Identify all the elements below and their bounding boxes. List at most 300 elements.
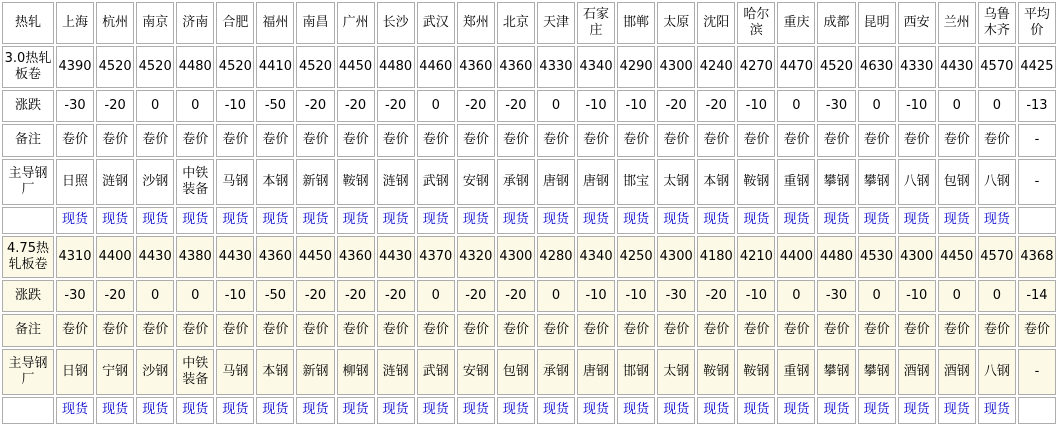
price-cell: 4390 <box>56 46 94 88</box>
mill-cell: 攀钢 <box>858 349 896 395</box>
spot-cell <box>577 397 615 424</box>
mill-cell: 唐钢 <box>577 349 615 395</box>
spot-link[interactable]: 现货 <box>903 402 930 418</box>
spot-cell <box>777 397 815 424</box>
change-cell: 0 <box>176 90 214 122</box>
mill-cell: 涟钢 <box>377 349 415 395</box>
change-cell: -14 <box>1018 280 1056 312</box>
spot-cell <box>96 397 134 424</box>
change-cell: -20 <box>296 280 334 312</box>
spot-link[interactable]: 现货 <box>222 212 249 228</box>
change-cell: -50 <box>256 90 294 122</box>
change-cell: -10 <box>617 90 655 122</box>
change-row <box>2 90 1056 122</box>
price-cell: 4240 <box>697 46 735 88</box>
price-cell: 4520 <box>96 46 134 88</box>
spot-cell <box>256 207 294 234</box>
change-cell: 0 <box>978 280 1016 312</box>
city-header: 南京 <box>136 2 174 44</box>
remark-cell: 卷价 <box>697 124 735 157</box>
mill-cell: 涟钢 <box>377 159 415 205</box>
price-cell: 4300 <box>657 236 695 278</box>
remark-cell: 卷价 <box>737 124 775 157</box>
spot-link[interactable]: 现货 <box>62 402 89 418</box>
change-cell: -10 <box>577 280 615 312</box>
spot-link[interactable]: 现货 <box>502 212 529 228</box>
price-cell: 4450 <box>296 236 334 278</box>
mill-cell: 攀钢 <box>817 349 855 395</box>
spot-link[interactable]: 现货 <box>102 212 129 228</box>
mill-cell: 涟钢 <box>96 159 134 205</box>
change-cell: -30 <box>56 280 94 312</box>
mill-cell: 八钢 <box>978 159 1016 205</box>
city-header: 平均价 <box>1018 2 1056 44</box>
change-cell: -20 <box>697 90 735 122</box>
price-cell: 4520 <box>216 46 254 88</box>
city-header: 武汉 <box>417 2 455 44</box>
mill-cell: 新钢 <box>296 159 334 205</box>
empty-label <box>2 397 54 424</box>
mill-cell: 太钢 <box>657 349 695 395</box>
remark-cell: 卷价 <box>938 314 976 347</box>
spot-cell <box>56 397 94 424</box>
spot-cell <box>96 207 134 234</box>
spot-link[interactable]: 现货 <box>462 402 489 418</box>
mill-cell: 武钢 <box>417 349 455 395</box>
spot-link[interactable]: 现货 <box>663 212 690 228</box>
spot-link[interactable]: 现货 <box>342 402 369 418</box>
spot-cell <box>537 397 575 424</box>
price-cell: 4400 <box>96 236 134 278</box>
remark-cell: 卷价 <box>417 124 455 157</box>
change-cell: -20 <box>497 90 535 122</box>
mill-cell: 重钢 <box>777 349 815 395</box>
spot-link[interactable]: 现货 <box>382 402 409 418</box>
spot-cell <box>938 397 976 424</box>
change-cell: 0 <box>858 280 896 312</box>
mill-cell: 八钢 <box>898 159 936 205</box>
price-cell: 4570 <box>978 236 1016 278</box>
spot-link[interactable]: 现货 <box>623 212 650 228</box>
header-row <box>2 2 1056 44</box>
spot-cell <box>697 397 735 424</box>
remark-cell: 卷价 <box>337 124 375 157</box>
spot-cell <box>377 397 415 424</box>
change-cell: -20 <box>296 90 334 122</box>
price-cell: 4410 <box>256 46 294 88</box>
price-cell: 4270 <box>737 46 775 88</box>
remark-cell: 卷价 <box>216 314 254 347</box>
remark-cell: 卷价 <box>777 124 815 157</box>
price-cell: 4400 <box>777 236 815 278</box>
change-row <box>2 280 1056 312</box>
remark-cell: 卷价 <box>457 124 495 157</box>
city-header: 上海 <box>56 2 94 44</box>
corner-label: 热轧 <box>2 2 54 44</box>
spot-link[interactable]: 现货 <box>863 402 890 418</box>
remark-cell: 卷价 <box>497 124 535 157</box>
remark-cell: 卷价 <box>497 314 535 347</box>
mill-cell: 柳钢 <box>337 349 375 395</box>
change-cell: -20 <box>457 90 495 122</box>
mill-cell: - <box>1018 349 1056 395</box>
change-cell: 0 <box>978 90 1016 122</box>
change-cell: 0 <box>938 90 976 122</box>
price-cell: 4430 <box>938 46 976 88</box>
spot-link[interactable]: 现货 <box>262 402 289 418</box>
mill-cell: 本钢 <box>697 159 735 205</box>
remark-cell: 卷价 <box>657 314 695 347</box>
row-label: 涨跌 <box>2 280 54 312</box>
change-cell: -20 <box>697 280 735 312</box>
change-cell: 0 <box>858 90 896 122</box>
mill-cell: 唐钢 <box>577 159 615 205</box>
row-label: 主导钢厂 <box>2 159 54 205</box>
price-cell: 4450 <box>337 46 375 88</box>
price-cell: 4360 <box>337 236 375 278</box>
price-cell: 4340 <box>577 46 615 88</box>
spot-link[interactable]: 现货 <box>823 402 850 418</box>
mill-cell: 武钢 <box>417 159 455 205</box>
price-cell: 4330 <box>898 46 936 88</box>
city-header: 兰州 <box>938 2 976 44</box>
remark-cell: 卷价 <box>938 124 976 157</box>
price-cell: 4300 <box>898 236 936 278</box>
spot-cell <box>176 207 214 234</box>
city-header: 合肥 <box>216 2 254 44</box>
change-cell: 0 <box>537 280 575 312</box>
change-cell: -13 <box>1018 90 1056 122</box>
price-cell: 4425 <box>1018 46 1056 88</box>
mill-cell: 重钢 <box>777 159 815 205</box>
spot-cell <box>296 207 334 234</box>
spot-link[interactable]: 现货 <box>783 402 810 418</box>
city-header: 乌鲁木齐 <box>978 2 1016 44</box>
spot-link[interactable]: 现货 <box>903 212 930 228</box>
price-cell: 4380 <box>176 236 214 278</box>
spot-link[interactable]: 现货 <box>943 402 970 418</box>
change-cell: 0 <box>777 90 815 122</box>
price-cell: 4320 <box>457 236 495 278</box>
spot-link[interactable]: 现货 <box>262 212 289 228</box>
remark-cell: 卷价 <box>577 314 615 347</box>
row-label: 备注 <box>2 314 54 347</box>
remark-cell: 卷价 <box>817 124 855 157</box>
mill-cell: 承钢 <box>497 159 535 205</box>
mill-cell: 太钢 <box>657 159 695 205</box>
price-cell: 4430 <box>377 236 415 278</box>
price-cell: 4250 <box>617 236 655 278</box>
spot-link[interactable]: 现货 <box>302 212 329 228</box>
spot-cell <box>817 207 855 234</box>
spot-cell <box>737 397 775 424</box>
change-cell: -10 <box>577 90 615 122</box>
remark-cell: 卷价 <box>296 314 334 347</box>
change-cell: -20 <box>96 280 134 312</box>
change-cell: -10 <box>737 90 775 122</box>
mill-cell: 包钢 <box>497 349 535 395</box>
change-cell: 0 <box>417 90 455 122</box>
remark-cell: 卷价 <box>537 314 575 347</box>
spot-cell <box>56 207 94 234</box>
change-cell: -20 <box>657 90 695 122</box>
mill-cell: 沙钢 <box>136 159 174 205</box>
remark-cell: 卷价 <box>1018 314 1056 347</box>
remark-cell: 卷价 <box>96 314 134 347</box>
spot-link[interactable]: 现货 <box>302 402 329 418</box>
spot-link[interactable]: 现货 <box>222 402 249 418</box>
spot-link[interactable]: 现货 <box>142 212 169 228</box>
mill-cell: 本钢 <box>256 159 294 205</box>
spot-cell <box>978 207 1016 234</box>
price-cell: 4470 <box>777 46 815 88</box>
remark-cell: 卷价 <box>176 124 214 157</box>
price-cell: 4180 <box>697 236 735 278</box>
spot-cell <box>657 397 695 424</box>
spot-link[interactable]: 现货 <box>583 212 610 228</box>
city-header: 郑州 <box>457 2 495 44</box>
mill-cell: 日钢 <box>56 349 94 395</box>
mill-cell: 承钢 <box>537 349 575 395</box>
city-header: 福州 <box>256 2 294 44</box>
spot-link[interactable]: 现货 <box>182 212 209 228</box>
spot-cell <box>617 207 655 234</box>
spot-cell <box>1018 207 1056 234</box>
spot-cell <box>978 397 1016 424</box>
spot-link[interactable]: 现货 <box>422 402 449 418</box>
change-cell: -10 <box>617 280 655 312</box>
spot-cell <box>858 397 896 424</box>
mill-row <box>2 159 1056 205</box>
spot-link[interactable]: 现货 <box>583 402 610 418</box>
mill-row <box>2 349 1056 395</box>
mill-cell: 酒钢 <box>898 349 936 395</box>
city-header: 杭州 <box>96 2 134 44</box>
spot-link[interactable]: 现货 <box>142 402 169 418</box>
spot-link[interactable]: 现货 <box>102 402 129 418</box>
price-cell: 4480 <box>377 46 415 88</box>
spot-link[interactable]: 现货 <box>743 212 770 228</box>
remark-cell: 卷价 <box>136 124 174 157</box>
change-cell: -20 <box>337 280 375 312</box>
table-body <box>2 46 1056 424</box>
remark-cell: 卷价 <box>898 314 936 347</box>
spot-link[interactable]: 现货 <box>863 212 890 228</box>
spot-link[interactable]: 现货 <box>342 212 369 228</box>
price-cell: 4280 <box>537 236 575 278</box>
spot-link[interactable]: 现货 <box>783 212 810 228</box>
price-cell: 4300 <box>657 46 695 88</box>
mill-cell: 唐钢 <box>537 159 575 205</box>
spot-cell <box>337 207 375 234</box>
remark-cell: 卷价 <box>56 314 94 347</box>
spot-cell <box>697 207 735 234</box>
price-cell: 4360 <box>457 46 495 88</box>
spot-link[interactable]: 现货 <box>542 402 569 418</box>
city-header: 重庆 <box>777 2 815 44</box>
price-cell: 4340 <box>577 236 615 278</box>
city-header: 济南 <box>176 2 214 44</box>
mill-cell: 马钢 <box>216 159 254 205</box>
spot-link[interactable]: 现货 <box>743 402 770 418</box>
spot-cell <box>497 207 535 234</box>
city-header: 天津 <box>537 2 575 44</box>
price-cell: 4368 <box>1018 236 1056 278</box>
spot-cell <box>497 397 535 424</box>
spot-cell <box>417 397 455 424</box>
mill-cell: - <box>1018 159 1056 205</box>
spot-row <box>2 207 1056 234</box>
mill-cell: 安钢 <box>457 159 495 205</box>
spot-cell <box>617 397 655 424</box>
remark-cell: 卷价 <box>617 314 655 347</box>
spot-link[interactable]: 现货 <box>462 212 489 228</box>
mill-cell: 沙钢 <box>136 349 174 395</box>
change-cell: -20 <box>337 90 375 122</box>
spot-link[interactable]: 现货 <box>703 402 730 418</box>
price-cell: 4210 <box>737 236 775 278</box>
spot-link[interactable]: 现货 <box>623 402 650 418</box>
spot-row <box>2 397 1056 424</box>
spot-link[interactable]: 现货 <box>422 212 449 228</box>
mill-cell: 安钢 <box>457 349 495 395</box>
change-cell: -10 <box>216 90 254 122</box>
spot-cell <box>256 397 294 424</box>
remark-cell: 卷价 <box>96 124 134 157</box>
spot-cell <box>417 207 455 234</box>
city-header: 西安 <box>898 2 936 44</box>
remark-cell: 卷价 <box>978 314 1016 347</box>
spot-cell <box>136 397 174 424</box>
city-header: 太原 <box>657 2 695 44</box>
change-cell: -50 <box>256 280 294 312</box>
spot-link[interactable]: 现货 <box>943 212 970 228</box>
remark-cell: 卷价 <box>617 124 655 157</box>
change-cell: -30 <box>657 280 695 312</box>
change-cell: -30 <box>817 280 855 312</box>
change-cell: -20 <box>96 90 134 122</box>
price-cell: 4290 <box>617 46 655 88</box>
remark-cell: 卷价 <box>417 314 455 347</box>
remark-cell: 卷价 <box>457 314 495 347</box>
remark-cell: 卷价 <box>777 314 815 347</box>
remark-cell: 卷价 <box>657 124 695 157</box>
price-cell: 4520 <box>817 46 855 88</box>
remark-cell: 卷价 <box>898 124 936 157</box>
spot-cell <box>577 207 615 234</box>
spot-cell <box>898 207 936 234</box>
remark-cell: 卷价 <box>978 124 1016 157</box>
price-cell: 4460 <box>417 46 455 88</box>
remark-cell: 卷价 <box>377 124 415 157</box>
spot-link[interactable]: 现货 <box>62 212 89 228</box>
city-header: 邯郸 <box>617 2 655 44</box>
spot-link[interactable]: 现货 <box>983 402 1010 418</box>
row-label: 涨跌 <box>2 90 54 122</box>
change-cell: -20 <box>377 280 415 312</box>
spot-link[interactable]: 现货 <box>983 212 1010 228</box>
spot-cell <box>216 397 254 424</box>
remark-cell: 卷价 <box>697 314 735 347</box>
change-cell: 0 <box>176 280 214 312</box>
spot-link[interactable]: 现货 <box>703 212 730 228</box>
mill-cell: 邯宝 <box>617 159 655 205</box>
remark-cell: - <box>1018 124 1056 157</box>
city-header: 沈阳 <box>697 2 735 44</box>
spot-cell <box>938 207 976 234</box>
row-label: 主导钢厂 <box>2 349 54 395</box>
price-cell: 4530 <box>858 236 896 278</box>
spot-cell <box>858 207 896 234</box>
remark-cell: 卷价 <box>216 124 254 157</box>
change-cell: -20 <box>497 280 535 312</box>
change-cell: -20 <box>457 280 495 312</box>
mill-cell: 本钢 <box>256 349 294 395</box>
change-cell: -10 <box>898 280 936 312</box>
remark-cell: 卷价 <box>256 314 294 347</box>
mill-cell: 日照 <box>56 159 94 205</box>
price-row <box>2 236 1056 278</box>
mill-cell: 鞍钢 <box>337 159 375 205</box>
remark-row <box>2 314 1056 347</box>
remark-cell: 卷价 <box>296 124 334 157</box>
mill-cell: 攀钢 <box>817 159 855 205</box>
spot-cell <box>377 207 415 234</box>
price-cell: 4630 <box>858 46 896 88</box>
remark-cell: 卷价 <box>56 124 94 157</box>
price-cell: 4520 <box>136 46 174 88</box>
change-cell: -10 <box>216 280 254 312</box>
mill-cell: 鞍钢 <box>737 159 775 205</box>
price-cell: 4450 <box>938 236 976 278</box>
mill-cell: 酒钢 <box>938 349 976 395</box>
change-cell: -10 <box>898 90 936 122</box>
mill-cell: 鞍钢 <box>697 349 735 395</box>
mill-cell: 攀钢 <box>858 159 896 205</box>
change-cell: 0 <box>136 280 174 312</box>
mill-cell: 包钢 <box>938 159 976 205</box>
spot-link[interactable]: 现货 <box>823 212 850 228</box>
spot-link[interactable]: 现货 <box>382 212 409 228</box>
mill-cell: 八钢 <box>978 349 1016 395</box>
spot-cell <box>737 207 775 234</box>
price-cell: 4310 <box>56 236 94 278</box>
price-cell: 4360 <box>497 46 535 88</box>
price-cell: 4300 <box>497 236 535 278</box>
change-cell: 0 <box>938 280 976 312</box>
price-cell: 4360 <box>256 236 294 278</box>
spot-link[interactable]: 现货 <box>182 402 209 418</box>
spot-link[interactable]: 现货 <box>502 402 529 418</box>
change-cell: 0 <box>136 90 174 122</box>
mill-cell: 宁钢 <box>96 349 134 395</box>
price-cell: 4430 <box>216 236 254 278</box>
spot-link[interactable]: 现货 <box>663 402 690 418</box>
city-header: 南昌 <box>296 2 334 44</box>
spot-cell <box>537 207 575 234</box>
remark-cell: 卷价 <box>256 124 294 157</box>
price-cell: 4430 <box>136 236 174 278</box>
change-cell: 0 <box>417 280 455 312</box>
spot-link[interactable]: 现货 <box>542 212 569 228</box>
remark-cell: 卷价 <box>858 124 896 157</box>
spot-cell <box>457 207 495 234</box>
mill-cell: 鞍钢 <box>737 349 775 395</box>
city-header: 石家庄 <box>577 2 615 44</box>
row-label: 备注 <box>2 124 54 157</box>
remark-cell: 卷价 <box>858 314 896 347</box>
change-cell: -30 <box>56 90 94 122</box>
